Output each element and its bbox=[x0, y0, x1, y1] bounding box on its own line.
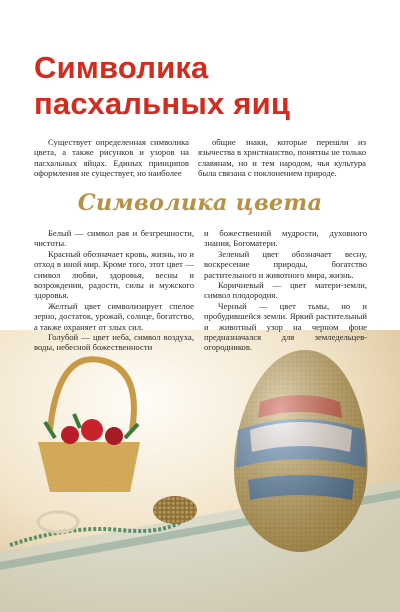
intro-column-left bbox=[34, 137, 189, 179]
photo-illustration bbox=[0, 330, 400, 612]
page-title-line-2: пасхальных яиц bbox=[34, 86, 291, 121]
intro-paragraph: Существует определенная символика цвета, а также рисунков и узоров на пасхальных яйцах. Единых принципов оформления не существует, но наиболее bbox=[34, 137, 189, 179]
color-paragraph: Коричневый — цвет матери-земли, символ плодородия. bbox=[204, 280, 367, 301]
color-paragraph: Черный — цвет тьмы, но и пробудившейся земли. Яркий растительный и животный узор на черном фоне предназначался для земледельцев-огородников. bbox=[204, 300, 367, 353]
color-paragraph: Белый — символ рая и безгрешности, чистоты. bbox=[34, 228, 194, 249]
page-title bbox=[34, 50, 290, 122]
intro-paragraph: общие знаки, которые перешли из язычества в христианство, понятны не только славянам, но и тем народом, чья культура была связана с поклонением природе. bbox=[198, 137, 366, 179]
intro-column-right bbox=[198, 137, 366, 179]
color-paragraph: Зеленый цвет обозначает весну, воскресение природы, богатство растительного и животного мира, жизнь. bbox=[204, 248, 367, 280]
color-paragraph: Желтый цвет символизирует спелое зерно, достаток, урожай, солнце, богатство, а также охраняет от злых сил. bbox=[34, 300, 194, 332]
colors-column-right bbox=[204, 228, 367, 353]
colors-column-left bbox=[34, 228, 194, 353]
page-title-line-1: Символика bbox=[34, 50, 209, 85]
section-title: Символика цвета bbox=[77, 190, 323, 216]
color-paragraph: Голубой — цвет неба, символ воздуха, воды, небесной божественности bbox=[34, 332, 194, 353]
beaded-easter-eggs-photo bbox=[0, 330, 400, 612]
color-paragraph-continued: и божественной мудрости, духовного знания, Богоматери. bbox=[204, 228, 367, 249]
color-paragraph: Красный обозначает кровь, жизнь, но и отход в иной мир. Кроме того, этот цвет — символ любви, здоровья, весны и возрождения, радости, силы и мужского здоровья. bbox=[34, 248, 194, 301]
